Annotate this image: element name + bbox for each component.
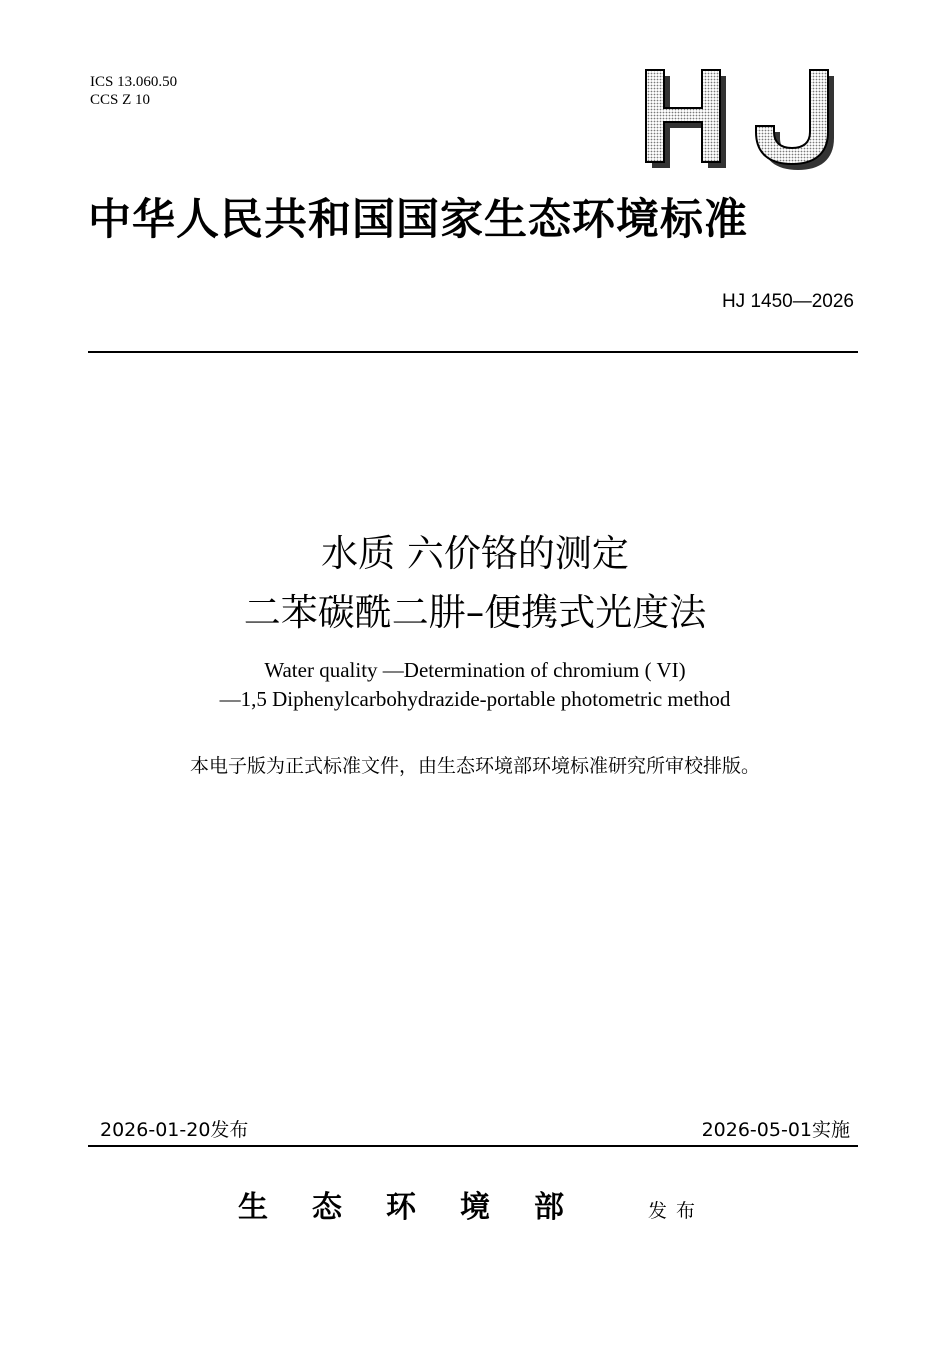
implementation-date: 2026-05-01实施: [701, 1119, 850, 1141]
bottom-divider: [88, 1145, 858, 1147]
publisher-name: 生态环境部: [238, 1190, 608, 1225]
hj-logo: [638, 66, 838, 170]
english-title-line-1: Water quality —Determination of chromium ( VI): [264, 658, 686, 682]
publisher-suffix: 发布: [648, 1200, 705, 1222]
chinese-title-line-1: 水质 六价铬的测定: [321, 532, 629, 575]
ccs-code: CCS Z 10: [90, 92, 151, 108]
issue-date: 2026-01-20发布: [100, 1119, 249, 1141]
chinese-title-line-2: 二苯碳酰二肼–便携式光度法: [243, 591, 707, 634]
ics-code: ICS 13.060.50: [90, 74, 178, 90]
standard-number: HJ 1450—2026: [721, 291, 854, 312]
english-title-line-2: —1,5 Diphenylcarbohydrazide-portable photometric method: [219, 687, 731, 711]
top-divider: [88, 351, 858, 353]
electronic-version-notice: 本电子版为正式标准文件，由生态环境部环境标准研究所审校排版。: [189, 755, 760, 777]
main-title: 中华人民共和国国家生态环境标准: [88, 195, 748, 245]
ics-classification: [90, 73, 177, 109]
